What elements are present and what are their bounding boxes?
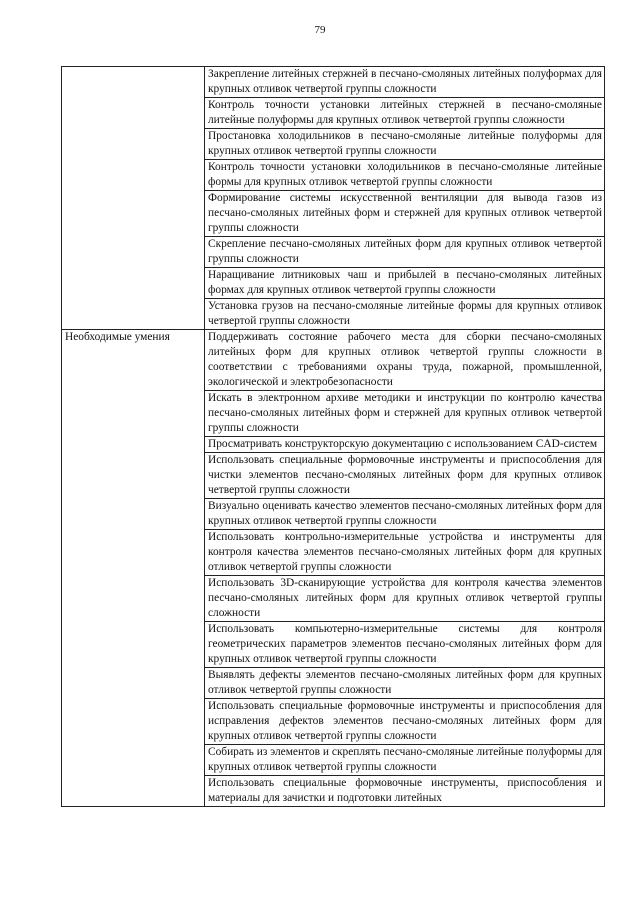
requirement-item: Поддерживать состояние рабочего места для сборки песчано-смоляных литейных форм для крупных отливок четвертой группы сложности в соответствии с требованиями охраны труда, пожарной, промышленной, экологической и электробезопасности [205,330,605,391]
requirement-item: Использовать специальные формовочные инструменты и приспособления для исправления дефектов элементов песчано-смоляных литейных форм для крупных отливок четвертой группы сложности [205,699,605,745]
table-row [62,330,605,391]
requirement-item: Формирование системы искусственной вентиляции для вывода газов из песчано-смоляных литейных форм и стержней для крупных отливок четвертой группы сложности [205,191,605,237]
requirement-item: Использовать специальные формовочные инструменты и приспособления для чистки элементов песчано-смоляных литейных форм для крупных отливок четвертой группы сложности [205,453,605,499]
table-body [62,67,605,807]
requirement-item: Использовать специальные формовочные инструменты, приспособления и материалы для зачистки и подготовки литейных [205,776,605,807]
requirement-item: Скрепление песчано-смоляных литейных форм для крупных отливок четвертой группы сложности [205,237,605,268]
requirement-item: Искать в электронном архиве методики и инструкции по контролю качества песчано-смоляных литейных форм и стержней для крупных отливок четвертой группы сложности [205,391,605,437]
requirement-item: Использовать компьютерно-измерительные системы для контроля геометрических параметров элементов песчано-смоляных литейных форм для крупных отливок четвертой группы сложности [205,622,605,668]
requirement-item: Просматривать конструкторскую документацию с использованием CAD-систем [205,437,605,453]
requirement-item: Визуально оценивать качество элементов песчано-смоляных литейных форм для крупных отливок четвертой группы сложности [205,499,605,530]
requirement-item: Простановка холодильников в песчано-смоляные литейные полуформы для крупных отливок четвертой группы сложности [205,129,605,160]
requirement-item: Контроль точности установки холодильников в песчано-смоляные литейные формы для крупных отливок четвертой группы сложности [205,160,605,191]
section-label [62,67,205,330]
requirement-item: Собирать из элементов и скреплять песчано-смоляные литейные полуформы для крупных отливок четвертой группы сложности [205,745,605,776]
requirement-item: Контроль точности установки литейных стержней в песчано-смоляные литейные полуформы для крупных отливок четвертой группы сложности [205,98,605,129]
requirement-item: Закрепление литейных стержней в песчано-смоляных литейных полуформах для крупных отливок четвертой группы сложности [205,67,605,98]
requirement-item: Выявлять дефекты элементов песчано-смоляных литейных форм для крупных отливок четвертой группы сложности [205,668,605,699]
section-label: Необходимые умения [62,330,205,807]
requirement-item: Установка грузов на песчано-смоляные литейные формы для крупных отливок четвертой группы сложности [205,299,605,330]
page-number: 79 [314,24,326,36]
requirement-item: Использовать 3D-сканирующие устройства для контроля качества элементов песчано-смоляных литейных форм для крупных отливок четвертой группы сложности [205,576,605,622]
requirement-item: Наращивание литниковых чаш и прибылей в песчано-смоляных литейных формах для крупных отливок четвертой группы сложности [205,268,605,299]
requirement-item: Использовать контрольно-измерительные устройства и инструменты для контроля качества элементов песчано-смоляных литейных форм для крупных отливок четвертой группы сложности [205,530,605,576]
requirements-table [61,66,605,807]
table-row [62,67,605,98]
